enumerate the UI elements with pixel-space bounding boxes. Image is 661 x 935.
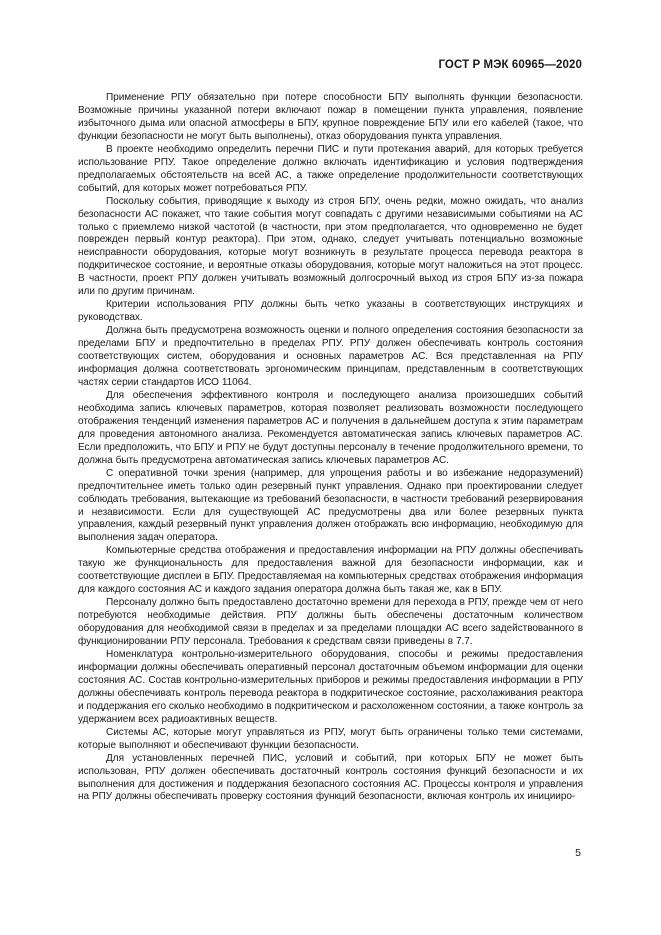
paragraph: Системы АС, которые могут управляться из РПУ, могут быть ограничены только теми системами, которые выполняют и обеспечивают функции безопасности.: [78, 726, 583, 751]
paragraph: С оперативной точки зрения (например, для упрощения работы и во избежание недоразумений) предпочтительнее иметь только один резервный пункт управления. Однако при проектировании следует соблюдать требования, вытекающие из требований безопасности, в частности требований резервирования и независимости. Если для существующей АС предусмотрены два или более резервных пункта управления, каждый резервный пункт управления должен отображать всю информацию, необходимую для выполнения задач оператора.: [78, 467, 583, 544]
paragraph: Номенклатура контрольно-измерительного оборудования, способы и режимы предоставления информации должны обеспечивать оперативный персонал достаточным объемом информации для оценки состояния АС. Состав контрольно-измерительных приборов и режимы предоставления информации в РПУ должны обеспечивать контроль перевода реактора в подкритическое состояние, расхолаживания реактора и поддержания его сколько необходимо в подкритическом и расхоложенном состоянии, а также контроль за удержанием всех радиоактивных веществ.: [78, 648, 584, 725]
paragraph: Должна быть предусмотрена возможность оценки и полного определения состояния безопасности за пределами БПУ и предпочтительно в пределах РПУ. РПУ должен обеспечивать контроль состояния соответствующих систем, оборудования и основных параметров АС. Вся представленная на РПУ информация должна соответствовать эргономическим принципам, представленным в соответствующих частях серии стандартов ИСО 11064.: [78, 325, 583, 388]
paragraph: Поскольку события, приводящие к выходу из строя БПУ, очень редки, можно ожидать, что анализ безопасности АС покажет, что такие события могут совпадать с другими независимыми событиями на АС только с приемлемо низкой частотой (в частности, при этом предполагается, что одновременно не будет поврежден первый контур реактора). При этом, однако, следует учитывать потенциально возможные неисправности оборудования, которые могут возникнуть в результате процесса перевода реактора в подкритическое состояние, и вероятные отказы оборудования, которые могут наложиться на этот процесс. В частности, проект РПУ должен учитывать возможный долгосрочный выход из строя БПУ из-за пожара или по другим причинам.: [78, 195, 583, 298]
paragraph: Критерии использования РПУ должны быть четко указаны в соответствующих инструкциях и руководствах.: [78, 299, 583, 324]
paragraph: Применение РПУ обязательно при потере способности БПУ выполнять функции безопасности. Возможные причины указанной потери включают пожар в помещении пункта управления, появление избыточного дыма или опасной атмосферы в БПУ, крупное повреждение БПУ или его кабелей (такое, что функции безопасности не могут быть выполнены), отказ оборудования пункта управления.: [78, 92, 583, 142]
paragraph: Персоналу должно быть предоставлено достаточно времени для перехода в РПУ, прежде чем от него потребуются необходимые действия. РПУ должны быть обеспечены достаточным количеством оборудования для необходимой связи в пределах и за пределами площадки АС всего задействованного в функционировании РПУ персонала. Требования к средствам связи приведены в 7.7.: [78, 597, 584, 648]
page-number: 5: [575, 847, 581, 859]
document-body: [78, 92, 583, 804]
document-header: ГОСТ Р МЭК 60965—2020: [438, 59, 582, 71]
paragraph: Компьютерные средства отображения и предоставления информации на РПУ должны обеспечивать такую же функциональность для предоставления важной для безопасности информации, как и соответствующие дисплеи в БПУ. Предоставляемая на компьютерных средствах отображения информация для каждого состояния АС и каждого задания оператора должна быть такая же, как в БПУ.: [78, 545, 583, 596]
paragraph: Для обеспечения эффективного контроля и последующего анализа произошедших событий необходима запись ключевых параметров, которая позволяет реализовать возможности последующего отображения тенденций изменения параметров АС и получения в дальнейшем доступа к этим параметрам для проведения автономного анализа. Рекомендуется автоматическая запись ключевых параметров АС. Если предположить, что БПУ и РПУ не будут доступны персоналу в течение продолжительного времени, то должна быть предусмотрена автоматическая запись ключевых параметров АС.: [78, 389, 583, 466]
paragraph: Для установленных перечней ПИС, условий и событий, при которых БПУ не может быть использован, РПУ должен обеспечивать достаточный контроль состояния функций безопасности и их выполнения для достижения и поддержания безопасного состояния АС. Процессы контроля и управления на РПУ должны обеспечивать проверку состояния функций безопасности, включая контроль их иницииро-: [78, 752, 583, 803]
paragraph: В проекте необходимо определить перечни ПИС и пути протекания аварий, для которых требуется использование РПУ. Такое определение должно включать идентификацию и условия подтверждения предполагаемых обстоятельств на всей АС, а также определение продолжительности соответствующих событий, для которых может потребоваться РПУ.: [78, 143, 583, 194]
